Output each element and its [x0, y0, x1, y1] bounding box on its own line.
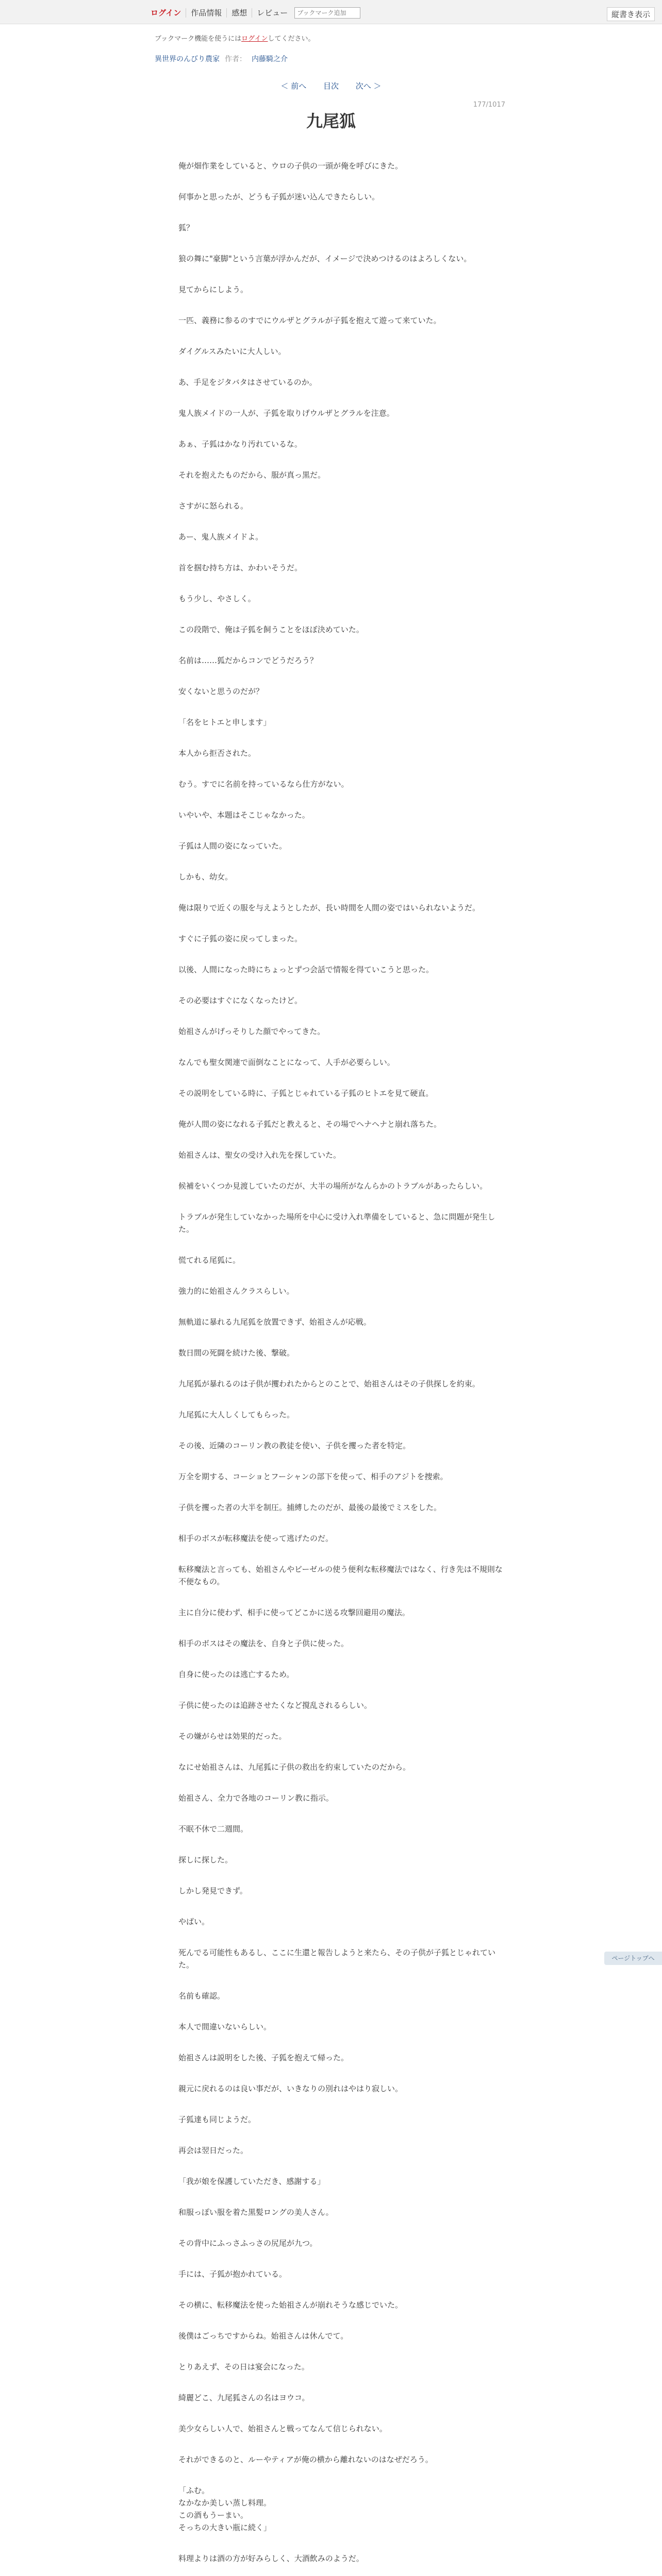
body-paragraph: それができるのと、ルーやティアが俺の横から離れないのはなぜだろう。	[178, 2455, 433, 2464]
body-paragraph: 相手のボスが転移魔法を使って逃げたのだ。	[178, 1534, 334, 1543]
body-paragraph: 綺麗どこ、九尾狐さんの名はヨウコ。	[178, 2393, 310, 2402]
header-nav	[148, 7, 360, 19]
body-paragraph: 美少女らしい人で、始祖さんと戦ってなんて信じられない。	[178, 2424, 387, 2433]
body-paragraph: 始祖さんがげっそりした顔でやってきた。	[178, 1027, 325, 1036]
body-paragraph: 子供に使ったのは追跡させたくなど撹乱されるらしい。	[178, 1701, 372, 1710]
body-paragraph: しかも、幼女。	[178, 872, 233, 882]
body-paragraph: 始祖さんは説明をした後、子狐を抱えて帰った。	[178, 2053, 349, 2062]
body-paragraph: 始祖さん、全力で各地のコーリン教に指示。	[178, 1793, 334, 1803]
breadcrumb-series-title[interactable]: 異世界のんびり農家	[155, 55, 220, 63]
body-paragraph: 安くないと思うのだが？	[178, 687, 264, 696]
chapter-title: 九尾狐	[306, 111, 356, 131]
next-chapter-link[interactable]: 次へ ＞	[355, 81, 382, 91]
body-paragraph: さすがに怒られる。	[178, 501, 249, 511]
body-paragraph: ダイグルスみたいに大人しい。	[178, 347, 286, 356]
body-paragraph: この段階で、俺は子狐を飼うことをほぼ決めていた。	[178, 625, 364, 634]
body-paragraph: 無軌道に暴れる九尾狐を放置できず、始祖さんが応戦。	[178, 1317, 371, 1327]
body-paragraph: やばい。	[178, 1917, 210, 1926]
body-paragraph: 候補をいくつか見渡していたのだが、大半の場所がなんらかのトラブルがあったらしい。	[178, 1181, 488, 1191]
body-paragraph: 一匹、義務に参るのすでにウルザとグラルが子狐を抱えて遊って来ていた。	[178, 316, 441, 325]
body-paragraph: 相手のボスはその魔法を、自身と子供に使った。	[178, 1639, 349, 1648]
body-paragraph: 狼の舞に"豪脚"という言葉が浮かんだが、イメージで決めつけるのはよろしくない。	[178, 254, 472, 263]
body-paragraph: 名前は……狐だからコンでどうだろう？	[178, 656, 318, 665]
page-top-button[interactable]: ページトップへ	[604, 1952, 662, 1965]
impressions-link[interactable]: 感想	[227, 8, 252, 18]
body-paragraph: 子供を攫った者の大半を制圧。捕縛したのだが、最後の最後でミスをした。	[178, 1503, 442, 1512]
breadcrumb-author-label: 作者：	[225, 55, 246, 63]
body-paragraph: 自身に使ったのは逃亡するため。	[178, 1670, 294, 1679]
body-paragraph: もう少し、やさしく。	[178, 594, 256, 603]
body-paragraph: 料理よりは酒の方が好みらしく、大酒飲みのようだ。	[178, 2554, 364, 2563]
body-paragraph: 狐？	[178, 223, 194, 232]
body-paragraph: 数日間の死闘を続けた後、撃破。	[178, 1348, 295, 1358]
body-paragraph: 万全を期する、コーショとフーシャンの部下を使って、相手のアジトを捜索。	[178, 1472, 448, 1481]
body-paragraph: すぐに子狐の姿に戻ってしまった。	[178, 934, 303, 943]
body-paragraph: 俺が畑作業をしていると、ウロの子供の一頭が俺を呼びにきた。	[178, 161, 403, 171]
login-link[interactable]: ログイン	[148, 8, 186, 18]
top-header	[0, 0, 662, 24]
body-paragraph: 再会は翌日だった。	[178, 2146, 249, 2155]
body-paragraph: 九尾狐に大人しくしてもらった。	[178, 1410, 295, 1419]
body-paragraph: 始祖さんは、聖女の受け入れ先を探していた。	[178, 1150, 341, 1160]
body-paragraph: 親元に戻れるのは良い事だが、いきなりの別れはやはり寂しい。	[178, 2084, 403, 2093]
body-paragraph: いやいや、本題はそこじゃなかった。	[178, 810, 310, 820]
notice-text-after: してください。	[268, 35, 315, 43]
table-of-contents-link[interactable]: 目次	[323, 81, 339, 91]
body-paragraph: 九尾狐が暴れるのは子供が攫われたからとのことで、始祖さんはその子供探しを約束。	[178, 1379, 480, 1388]
body-paragraph: 「名をヒトエと申します」	[178, 718, 271, 727]
body-paragraph: その後、近隣のコーリン教の教徒を使い、子供を攫った者を特定。	[178, 1441, 411, 1450]
body-paragraph: 子狐は人間の姿になっていた。	[178, 841, 287, 851]
body-paragraph: その背中にふっさふっさの尻尾が九つ。	[178, 2239, 318, 2248]
body-paragraph: なんでも聖女関連で面倒なことになって、人手が必要らしい。	[178, 1058, 395, 1067]
novel-body	[178, 160, 508, 2576]
review-link[interactable]: レビュー	[257, 8, 288, 18]
body-paragraph: その嫌がらせは効果的だった。	[178, 1732, 287, 1741]
body-paragraph: 手には、子狐が抱かれている。	[178, 2269, 287, 2279]
body-paragraph: 不眠不休で二週間。	[178, 1824, 249, 1834]
body-paragraph: その説明をしている時に、子狐とじゃれている子狐のヒトエを見て硬直。	[178, 1089, 434, 1098]
body-paragraph: あぁ、子狐はかなり汚れているな。	[178, 439, 302, 449]
notice-text-before: ブックマーク機能を使うには	[155, 35, 242, 43]
body-paragraph: 見てからにしよう。	[178, 285, 249, 294]
body-paragraph: 俺が人間の姿になれる子狐だと教えると、その場でヘナヘナと崩れ落ちた。	[178, 1120, 442, 1129]
body-paragraph: 主に自分に使わず、相手に使ってどこかに送る攻撃回避用の魔法。	[178, 1608, 410, 1617]
body-paragraph: 以後、人間になった時にちょっとずつ会話で情報を得ていこうと思った。	[178, 965, 434, 974]
bookmark-add-input[interactable]	[294, 7, 360, 19]
login-notice	[155, 33, 315, 43]
body-paragraph: 名前も確認。	[178, 1991, 225, 2001]
body-paragraph: 探しに探した。	[178, 1855, 233, 1865]
vertical-view-button[interactable]: 縦書き表示	[607, 7, 655, 21]
body-paragraph: 転移魔法と言っても、始祖さんやビーゼルの使う便利な転移魔法ではなく、行き先は不規則な不便なもの。	[178, 1565, 503, 1586]
body-paragraph: あ、手足をジタバタはさせているのか。	[178, 378, 317, 387]
chapter-navigation	[0, 80, 662, 91]
body-paragraph: 後僕はごっちですからね。始祖さんは休んでて。	[178, 2331, 349, 2341]
body-paragraph: トラブルが発生していなかった場所を中心に受け入れ準備をしていると、急に問題が発生した。	[178, 1212, 495, 1234]
body-paragraph: その横に、転移魔法を使った始祖さんが崩れそうな感じでいた。	[178, 2300, 403, 2310]
body-paragraph: むう。すでに名前を持っているなら仕方がない。	[178, 779, 349, 789]
body-paragraph: 子狐達も同じようだ。	[178, 2115, 256, 2124]
breadcrumb-author-name[interactable]: 内藤騎之介	[252, 55, 288, 63]
body-paragraph: 首を掴む持ち方は、かわいそうだ。	[178, 563, 303, 572]
body-paragraph: 和服っぽい服を着た黒髪ロングの美人さん。	[178, 2208, 334, 2217]
body-paragraph: その必要はすぐになくなったけど。	[178, 996, 303, 1005]
body-paragraph: しかし発見できず。	[178, 1886, 247, 1895]
body-paragraph: 慌てれる尾狐に。	[178, 1256, 241, 1265]
body-paragraph: 「ふむ。 なかなか美しい蒸し料理。 この酒もうーまい。 そっちの大きい瓶に続く」	[178, 2486, 272, 2532]
body-paragraph: 俺は限りで近くの服を与えようとしたが、長い時間を人間の姿ではいられないようだ。	[178, 903, 481, 912]
body-paragraph: あー、鬼人族メイドよ。	[178, 532, 263, 541]
body-paragraph: 本人で間違いないらしい。	[178, 2022, 272, 2031]
notice-login-link[interactable]: ログイン	[241, 35, 268, 43]
body-paragraph: 「我が娘を保護していただき、感謝する」	[178, 2177, 325, 2186]
prev-chapter-link[interactable]: ＜ 前へ	[280, 81, 307, 91]
body-paragraph: それを抱えたものだから、服が真っ黒だ。	[178, 470, 326, 480]
body-paragraph: 死んでる可能性もあるし、ここに生還と報告しようと来たら、その子供が子狐とじゃれていた。	[178, 1948, 496, 1970]
body-paragraph: とりあえず、その日は宴会になった。	[178, 2362, 309, 2371]
body-paragraph: なにせ始祖さんは、九尾狐に子供の救出を約束していたのだから。	[178, 1762, 411, 1772]
body-paragraph: 鬼人族メイドの一人が、子狐を取りげウルザとグラルを注意。	[178, 409, 394, 418]
breadcrumb	[155, 54, 288, 64]
body-paragraph: 本人から拒否された。	[178, 749, 256, 758]
body-paragraph: 何事かと思ったが、どうも子狐が迷い込んできたらしい。	[178, 192, 380, 201]
chapter-page-number: 177/1017	[473, 101, 505, 109]
work-info-link[interactable]: 作品情報	[186, 8, 227, 18]
body-paragraph: 強力的に始祖さんクラスらしい。	[178, 1286, 294, 1296]
